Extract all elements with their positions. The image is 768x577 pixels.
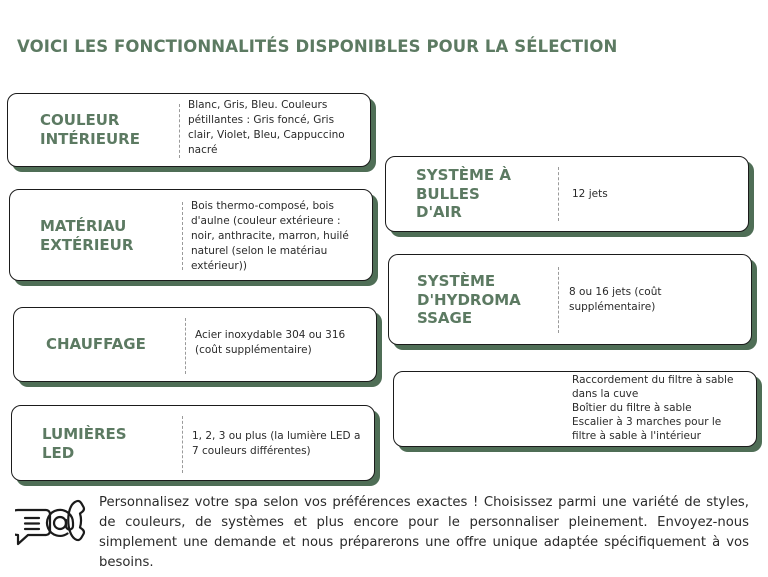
sand-filter-line: Raccordement du filtre à sable: [572, 374, 734, 386]
feature-label: CHAUFFAGE: [46, 335, 146, 353]
feature-divider: [179, 104, 180, 158]
feature-card-couleur-interieure: [7, 93, 371, 167]
feature-card-hydromassage: [388, 254, 752, 345]
feature-label: LUMIÈRES LED: [42, 425, 127, 462]
sand-filter-line: filtre à sable à l'intérieur: [572, 430, 701, 442]
feature-card-filtre-sable: [393, 371, 757, 447]
feature-divider: [558, 267, 559, 333]
feature-label: MATÉRIAU EXTÉRIEUR: [40, 217, 134, 254]
contact-email-phone-icon: [15, 496, 95, 562]
feature-description: 8 ou 16 jets (coût supplémentaire): [569, 286, 662, 313]
feature-description: Acier inoxydable 304 ou 316 (coût supplémentaire): [195, 329, 346, 356]
feature-description: Blanc, Gris, Bleu. Couleurs pétillantes : Gris foncé, Gris clair, Violet, Bleu, Cappuccino nacré: [188, 99, 345, 156]
feature-description: Bois thermo-composé, bois d'aulne (couleur extérieure : noir, anthracite, marron, huilé naturel (selon le matériau extérieur)): [191, 200, 349, 272]
feature-divider: [182, 416, 183, 473]
sand-filter-line: Escalier à 3 marches pour le: [572, 416, 722, 428]
footer-text: Personnalisez votre spa selon vos préférences exactes ! Choisissez parmi une variété de styles, de couleurs, de systèmes et plus encore pour le personnaliser pleinement. Envoyez-nous simplement une demande et nous préparerons une offre unique adaptée spécifiquement à vos besoins.: [99, 495, 749, 570]
feature-label: SYSTÈME D'HYDROMA SSAGE: [417, 272, 521, 327]
feature-description: 1, 2, 3 ou plus (la lumière LED a 7 couleurs différentes): [192, 430, 361, 457]
feature-card-lumieres-led: [11, 405, 375, 481]
feature-card-chauffage: [13, 307, 377, 382]
sand-filter-line: dans la cuve: [572, 388, 639, 400]
feature-card-bulles-air: [385, 156, 749, 232]
feature-card-materiau-exterieur: [9, 189, 373, 281]
feature-divider: [182, 202, 183, 270]
feature-description: 12 jets: [572, 188, 608, 200]
feature-divider: [185, 318, 186, 374]
sand-filter-line: Boîtier du filtre à sable: [572, 402, 692, 414]
sand-filter-description: [572, 373, 733, 443]
feature-label: COULEUR INTÉRIEURE: [40, 111, 140, 148]
feature-label: SYSTÈME À BULLES D'AIR: [416, 166, 511, 221]
feature-divider: [558, 167, 559, 221]
page-title: VOICI LES FONCTIONNALITÉS DISPONIBLES POUR LA SÉLECTION: [17, 37, 618, 56]
